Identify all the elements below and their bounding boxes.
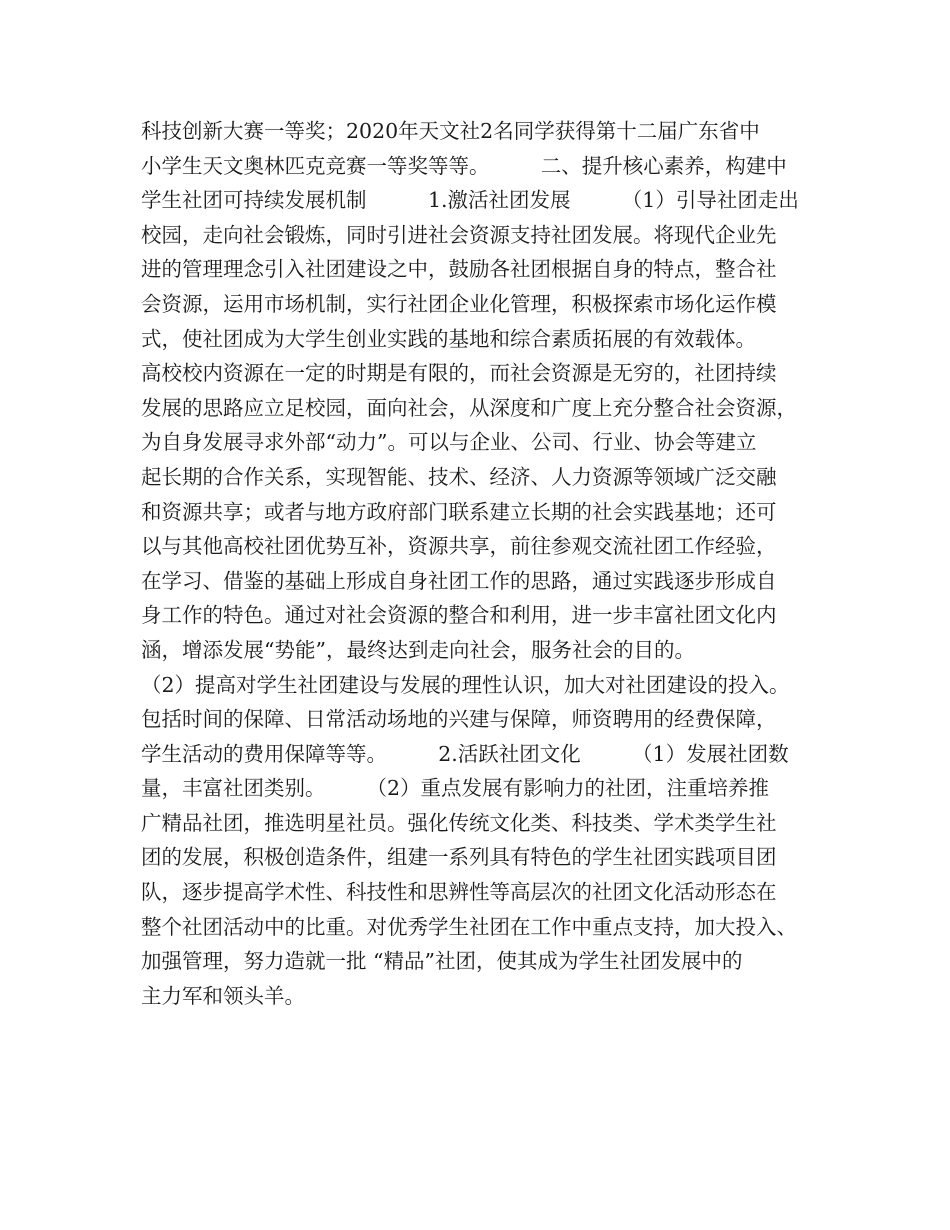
text-line: 发展的思路应立足校园，面向社会，从深度和广度上充分整合社会资源， <box>141 395 797 420</box>
text-line: 包括时间的保障、日常活动场地的兴建与保障，师资聘用的经费保障， <box>141 707 777 732</box>
text-line: 主力军和领头羊。 <box>141 983 305 1008</box>
text-line: 小学生天文奥林匹克竞赛一等奖等等。 二、提升核心素养，构建中 <box>141 153 787 178</box>
text-line: 在学习、借鉴的基础上形成自身社团工作的思路，通过实践逐步形成自 <box>141 568 777 593</box>
text-line: 学生社团可持续发展机制 1.激活社团发展 （1）引导社团走出 <box>141 188 799 213</box>
text-line: 加强管理，努力造就一批 “精品”社团，使其成为学生社团发展中的 <box>141 949 743 974</box>
text-line: 以与其他高校社团优势互补，资源共享，前往参观交流社团工作经验， <box>141 534 777 559</box>
text-line: 式，使社团成为大学生创业实践的基地和综合素质拓展的有效载体。 <box>141 326 756 351</box>
text-line: 广精品社团，推选明星社员。强化传统文化类、科技类、学术类学生社 <box>141 810 777 835</box>
body-text <box>141 114 831 1013</box>
text-line: 高校校内资源在一定的时期是有限的，而社会资源是无穷的，社团持续 <box>141 361 777 386</box>
text-line: 校园，走向社会锻炼，同时引进社会资源支持社团发展。将现代企业先 <box>141 222 777 247</box>
text-line: 量，丰富社团类别。 （2）重点发展有影响力的社团，注重培养推 <box>141 776 770 801</box>
text-line: 涵，增添发展“势能”，最终达到走向社会，服务社会的目的。 <box>141 637 695 662</box>
text-line: 起长期的合作关系，实现智能、技术、经济、人力资源等领域广泛交融 <box>141 464 777 489</box>
text-line: 队，逐步提高学术性、科技性和思辨性等高层次的社团文化活动形态在 <box>141 880 777 905</box>
text-line: 学生活动的费用保障等等。 2.活跃社团文化 （1）发展社团数 <box>141 741 789 766</box>
text-line: （2）提高对学生社团建设与发展的理性认识，加大对社团建设的投入。 <box>141 672 790 697</box>
text-line: 进的管理理念引入社团建设之中，鼓励各社团根据自身的特点，整合社 <box>141 257 777 282</box>
text-line: 身工作的特色。通过对社会资源的整合和利用，进一步丰富社团文化内 <box>141 603 777 628</box>
text-line: 会资源，运用市场机制，实行社团企业化管理，积极探索市场化运作模 <box>141 291 777 316</box>
text-line: 为自身发展寻求外部“动力”。可以与企业、公司、行业、协会等建立 <box>141 430 757 455</box>
text-line: 科技创新大赛一等奖；2020年天文社2名同学获得第十二届广东省中 <box>141 119 760 143</box>
text-line: 整个社团活动中的比重。对优秀学生社团在工作中重点支持，加大投入、 <box>141 914 797 939</box>
text-line: 团的发展，积极创造条件，组建一系列具有特色的学生社团实践项目团 <box>141 845 777 870</box>
text-line: 和资源共享；或者与地方政府部门联系建立长期的社会实践基地；还可 <box>141 499 777 524</box>
